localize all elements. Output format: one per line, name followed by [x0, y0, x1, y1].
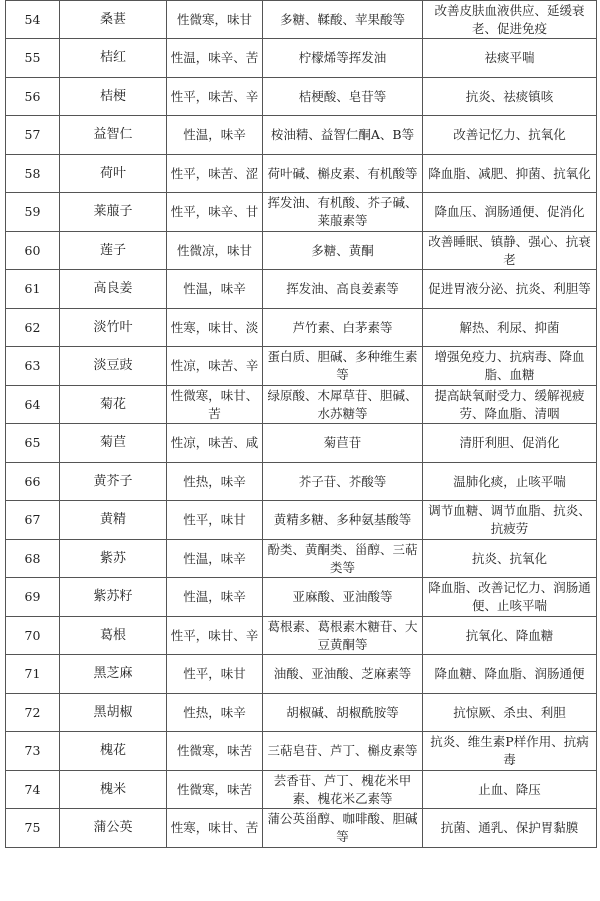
- herb-name: 荷叶: [60, 155, 167, 193]
- herb-components: 挥发油、高良姜素等: [263, 270, 423, 309]
- herb-effect: 降血脂、减肥、抑菌、抗氧化: [423, 155, 597, 193]
- herb-property: 性微凉，味甘: [167, 232, 263, 270]
- herb-effect: 抗惊厥、杀虫、利胆: [423, 694, 597, 732]
- table-row: [6, 655, 597, 694]
- herb-effect: 抗氧化、降血糖: [423, 617, 597, 655]
- herb-name: 桑葚: [60, 1, 167, 39]
- herb-components: 三萜皂苷、芦丁、槲皮素等: [263, 732, 423, 771]
- row-number: 67: [6, 501, 60, 540]
- herb-name: 紫苏: [60, 540, 167, 578]
- row-number: 74: [6, 771, 60, 809]
- table-row: [6, 78, 597, 116]
- herb-name: 莲子: [60, 232, 167, 270]
- herb-components: 芸香苷、芦丁、槐花米甲素、槐花米乙素等: [263, 771, 423, 809]
- herb-name: 紫苏籽: [60, 578, 167, 617]
- row-number: 73: [6, 732, 60, 771]
- herb-effect: 清肝利胆、促消化: [423, 424, 597, 463]
- herb-table: [5, 0, 597, 848]
- herb-effect: 改善记忆力、抗氧化: [423, 116, 597, 155]
- row-number: 62: [6, 309, 60, 347]
- herb-components: 蒲公英甾醇、咖啡酸、胆碱等: [263, 809, 423, 848]
- row-number: 64: [6, 386, 60, 424]
- herb-property: 性温，味辛: [167, 116, 263, 155]
- herb-components: 多糖、鞣酸、苹果酸等: [263, 1, 423, 39]
- herb-effect: 抗炎、祛痰镇咳: [423, 78, 597, 116]
- herb-property: 性温，味辛: [167, 578, 263, 617]
- herb-property: 性平，味苦、辛: [167, 78, 263, 116]
- table-row: [6, 732, 597, 771]
- herb-name: 蒲公英: [60, 809, 167, 848]
- row-number: 68: [6, 540, 60, 578]
- herb-effect: 祛痰平喘: [423, 39, 597, 78]
- herb-effect: 增强免疫力、抗病毒、降血脂、血糖: [423, 347, 597, 386]
- table-row: [6, 386, 597, 424]
- table-row: [6, 694, 597, 732]
- herb-effect: 抗炎、抗氧化: [423, 540, 597, 578]
- herb-property: 性平，味辛、甘: [167, 193, 263, 232]
- herb-property: 性凉，味苦、辛: [167, 347, 263, 386]
- herb-effect: 提高缺氧耐受力、缓解视疲劳、降血脂、清咽: [423, 386, 597, 424]
- herb-components: 绿原酸、木犀草苷、胆碱、水苏糖等: [263, 386, 423, 424]
- herb-table-body: [6, 1, 597, 848]
- herb-name: 黑芝麻: [60, 655, 167, 694]
- table-row: [6, 617, 597, 655]
- herb-effect: 温肺化痰，止咳平喘: [423, 463, 597, 501]
- herb-name: 淡豆豉: [60, 347, 167, 386]
- row-number: 60: [6, 232, 60, 270]
- table-row: [6, 309, 597, 347]
- row-number: 65: [6, 424, 60, 463]
- herb-property: 性温，味辛、苦: [167, 39, 263, 78]
- herb-property: 性平，味甘: [167, 655, 263, 694]
- herb-components: 黄精多糖、多种氨基酸等: [263, 501, 423, 540]
- herb-name: 高良姜: [60, 270, 167, 309]
- herb-property: 性平，味甘、辛: [167, 617, 263, 655]
- herb-name: 桔红: [60, 39, 167, 78]
- row-number: 58: [6, 155, 60, 193]
- herb-property: 性热，味辛: [167, 694, 263, 732]
- table-row: [6, 809, 597, 848]
- herb-property: 性微寒，味苦: [167, 771, 263, 809]
- herb-property: 性微寒，味甘: [167, 1, 263, 39]
- herb-property: 性微寒，味苦: [167, 732, 263, 771]
- herb-name: 槐米: [60, 771, 167, 809]
- herb-property: 性寒，味甘、苦: [167, 809, 263, 848]
- herb-components: 蛋白质、胆碱、多种维生素等: [263, 347, 423, 386]
- row-number: 61: [6, 270, 60, 309]
- herb-components: 胡椒碱、胡椒酰胺等: [263, 694, 423, 732]
- row-number: 71: [6, 655, 60, 694]
- herb-property: 性温，味辛: [167, 270, 263, 309]
- herb-property: 性平，味甘: [167, 501, 263, 540]
- row-number: 69: [6, 578, 60, 617]
- row-number: 54: [6, 1, 60, 39]
- herb-effect: 促进胃液分泌、抗炎、利胆等: [423, 270, 597, 309]
- herb-name: 淡竹叶: [60, 309, 167, 347]
- row-number: 59: [6, 193, 60, 232]
- row-number: 56: [6, 78, 60, 116]
- table-row: [6, 463, 597, 501]
- herb-components: 葛根素、葛根素木糖苷、大豆黄酮等: [263, 617, 423, 655]
- herb-effect: 止血、降压: [423, 771, 597, 809]
- herb-effect: 解热、利尿、抑菌: [423, 309, 597, 347]
- herb-name: 菊花: [60, 386, 167, 424]
- herb-name: 莱菔子: [60, 193, 167, 232]
- herb-effect: 降血脂、改善记忆力、润肠通便、止咳平喘: [423, 578, 597, 617]
- herb-name: 菊苣: [60, 424, 167, 463]
- table-row: [6, 501, 597, 540]
- herb-property: 性凉，味苦、咸: [167, 424, 263, 463]
- table-row: [6, 1, 597, 39]
- herb-name: 黄精: [60, 501, 167, 540]
- table-row: [6, 578, 597, 617]
- herb-components: 桉油精、益智仁酮A、B等: [263, 116, 423, 155]
- herb-components: 芦竹素、白茅素等: [263, 309, 423, 347]
- herb-name: 黄芥子: [60, 463, 167, 501]
- herb-name: 槐花: [60, 732, 167, 771]
- herb-components: 柠檬烯等挥发油: [263, 39, 423, 78]
- herb-name: 益智仁: [60, 116, 167, 155]
- table-row: [6, 232, 597, 270]
- herb-name: 桔梗: [60, 78, 167, 116]
- herb-property: 性平，味苦、涩: [167, 155, 263, 193]
- herb-components: 油酸、亚油酸、芝麻素等: [263, 655, 423, 694]
- herb-components: 芥子苷、芥酸等: [263, 463, 423, 501]
- herb-components: 桔梗酸、皂苷等: [263, 78, 423, 116]
- herb-effect: 改善皮肤血液供应、延缓衰老、促进免疫: [423, 1, 597, 39]
- row-number: 57: [6, 116, 60, 155]
- table-row: [6, 540, 597, 578]
- table-row: [6, 771, 597, 809]
- herb-name: 葛根: [60, 617, 167, 655]
- herb-components: 亚麻酸、亚油酸等: [263, 578, 423, 617]
- row-number: 75: [6, 809, 60, 848]
- herb-name: 黑胡椒: [60, 694, 167, 732]
- herb-components: 多糖、黄酮: [263, 232, 423, 270]
- herb-components: 菊苣苷: [263, 424, 423, 463]
- row-number: 55: [6, 39, 60, 78]
- herb-components: 荷叶碱、槲皮素、有机酸等: [263, 155, 423, 193]
- herb-property: 性热，味辛: [167, 463, 263, 501]
- herb-effect: 降血压、润肠通便、促消化: [423, 193, 597, 232]
- herb-property: 性微寒，味甘、苦: [167, 386, 263, 424]
- table-row: [6, 347, 597, 386]
- herb-components: 酚类、黄酮类、甾醇、三萜类等: [263, 540, 423, 578]
- herb-effect: 抗炎、维生素P样作用、抗病毒: [423, 732, 597, 771]
- herb-property: 性寒，味甘、淡: [167, 309, 263, 347]
- table-row: [6, 424, 597, 463]
- herb-effect: 调节血糖、调节血脂、抗炎、抗疲劳: [423, 501, 597, 540]
- herb-effect: 抗菌、通乳、保护胃黏膜: [423, 809, 597, 848]
- table-row: [6, 116, 597, 155]
- table-row: [6, 270, 597, 309]
- row-number: 63: [6, 347, 60, 386]
- table-row: [6, 155, 597, 193]
- herb-effect: 降血糖、降血脂、润肠通便: [423, 655, 597, 694]
- row-number: 72: [6, 694, 60, 732]
- herb-property: 性温，味辛: [167, 540, 263, 578]
- herb-components: 挥发油、有机酸、芥子碱、莱菔素等: [263, 193, 423, 232]
- table-row: [6, 39, 597, 78]
- table-row: [6, 193, 597, 232]
- row-number: 70: [6, 617, 60, 655]
- herb-effect: 改善睡眠、镇静、强心、抗衰老: [423, 232, 597, 270]
- row-number: 66: [6, 463, 60, 501]
